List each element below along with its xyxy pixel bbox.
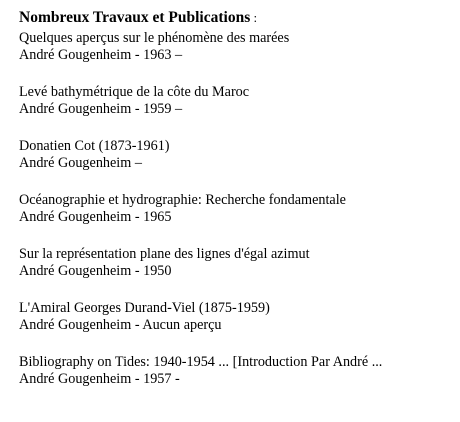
publication-entry bbox=[19, 300, 449, 334]
publication-byline: André Gougenheim - 1963 – bbox=[19, 47, 183, 63]
publication-entry bbox=[19, 192, 449, 226]
heading-title: Nombreux Travaux et Publications bbox=[19, 9, 251, 26]
publication-title: Donatien Cot (1873-1961) bbox=[19, 138, 170, 154]
publication-entry bbox=[19, 84, 449, 118]
publications-page bbox=[19, 8, 449, 408]
publications-heading bbox=[19, 8, 449, 28]
publication-byline: André Gougenheim – bbox=[19, 155, 142, 171]
publication-title: Levé bathymétrique de la côte du Maroc bbox=[19, 84, 250, 100]
publication-list bbox=[19, 30, 449, 388]
publication-title: Sur la représentation plane des lignes d'égal azimut bbox=[19, 246, 310, 262]
publication-byline: André Gougenheim - Aucun aperçu bbox=[19, 317, 222, 333]
publication-title: Bibliography on Tides: 1940-1954 ... [Introduction Par André ... bbox=[19, 354, 383, 370]
publication-title: L'Amiral Georges Durand-Viel (1875-1959) bbox=[19, 300, 270, 316]
publication-byline: André Gougenheim - 1959 – bbox=[19, 101, 183, 117]
publication-entry bbox=[19, 246, 449, 280]
publication-title: Quelques aperçus sur le phénomène des marées bbox=[19, 30, 290, 46]
publication-entry bbox=[19, 138, 449, 172]
publication-byline: André Gougenheim - 1965 bbox=[19, 209, 172, 225]
publication-entry bbox=[19, 354, 449, 388]
heading-suffix: : bbox=[250, 10, 258, 25]
publication-entry bbox=[19, 30, 449, 64]
publication-title: Océanographie et hydrographie: Recherche fondamentale bbox=[19, 192, 346, 208]
publication-byline: André Gougenheim - 1957 - bbox=[19, 371, 180, 387]
publication-byline: André Gougenheim - 1950 bbox=[19, 263, 172, 279]
